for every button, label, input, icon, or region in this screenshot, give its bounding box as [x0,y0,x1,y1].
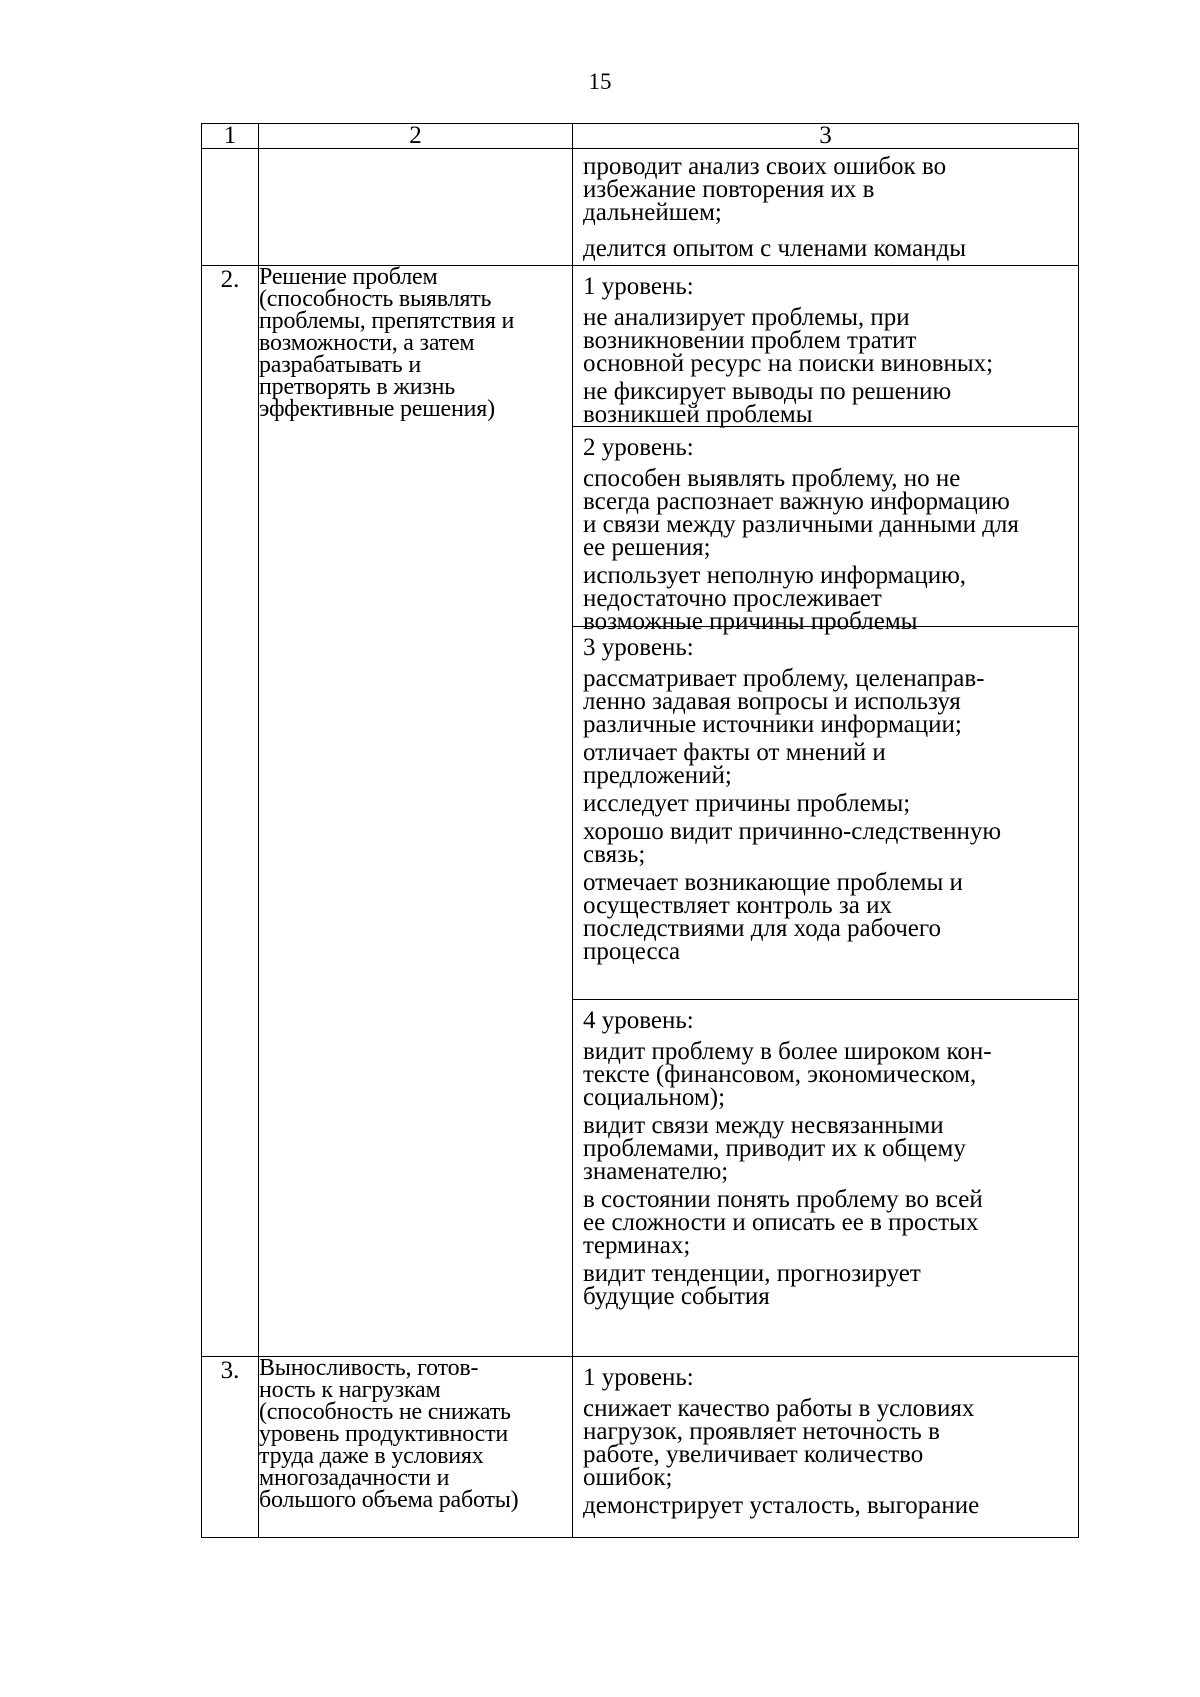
level-block [573,627,1078,1000]
level-item: делится опытом с членами команды [583,235,967,262]
level-item: исследует причины проблемы; [583,790,911,817]
level-item: отличает факты от мнений и предложений; [583,739,886,789]
level-item: видит проблему в более широком кон- тексте (финансовом, экономическом, социальном); [583,1038,992,1111]
competency-table [201,123,1079,1538]
level-item: отмечает возникающие проблемы и осуществляет контроль за их последствиями для хода рабочего процесса [583,869,963,965]
level-block [573,1000,1078,1356]
levels-cell [573,1357,1079,1538]
competency-text: Решение проблем (способность выявлять проблемы, препятствия и возможности, а затем разрабатывать и претворять в жизнь эффективные решения) [259,264,515,422]
level-title: 1 уровень: [583,273,694,300]
level-title: 4 уровень: [583,1007,694,1034]
row-number: 2. [202,266,259,1357]
level-item: не анализирует проблемы, при возникновении проблем тратит основной ресурс на поиски виновных; [583,304,994,377]
level-item: рассматривает проблему, целенаправ- ленно задавая вопросы и используя различные источники информации; [583,665,985,738]
level-item: видит связи между несвязанными проблемами, приводит их к общему знаменателю; [583,1112,966,1185]
level-block [573,427,1078,635]
level-block [573,266,1078,427]
level-item: снижает качество работы в условиях нагрузок, проявляет неточность в работе, увеличивает количество ошибок; [583,1395,975,1491]
row-number: 3. [202,1357,259,1538]
level-title: 2 уровень: [583,434,694,461]
level-item: видит тенденции, прогнозирует будущие события [583,1260,921,1310]
competency-text: Выносливость, готов- ность к нагрузкам (способность не снижать уровень продуктивности труда даже в условиях многозадачности и большого объема работы) [259,1355,519,1513]
level-item: демонстрирует усталость, выгорание [583,1492,980,1519]
header-col-3: 3 [573,124,1079,149]
header-row [202,124,1079,149]
level-title: 3 уровень: [583,634,694,661]
level-title: 1 уровень: [583,1364,694,1391]
level-item: хорошо видит причинно-следственную связь; [583,818,1002,868]
level-item: не фиксирует выводы по решению возникшей проблемы [583,378,952,428]
competency-cell [259,149,573,266]
table-row [202,149,1079,266]
level-item: проводит анализ своих ошибок во избежание повторения их в дальнейшем; [583,153,947,226]
levels-cell [573,266,1079,1357]
competency-cell [259,266,573,1357]
row-number [202,149,259,266]
table-row [202,266,1079,1357]
level-item: использует неполную информацию, недостаточно прослеживает возможные причины проблемы [583,562,967,635]
table-row [202,1357,1079,1538]
header-col-2: 2 [259,124,573,149]
level-block [573,149,1078,265]
level-block [573,1357,1078,1537]
competency-cell [259,1357,573,1538]
page-number: 15 [588,69,612,94]
header-col-1: 1 [202,124,259,149]
level-item: способен выявлять проблему, но не всегда распознает важную информацию и связи между различными данными для ее решения; [583,465,1019,561]
level-item: в состоянии понять проблему во всей ее сложности и описать ее в простых терминах; [583,1186,983,1259]
levels-cell [573,149,1079,266]
